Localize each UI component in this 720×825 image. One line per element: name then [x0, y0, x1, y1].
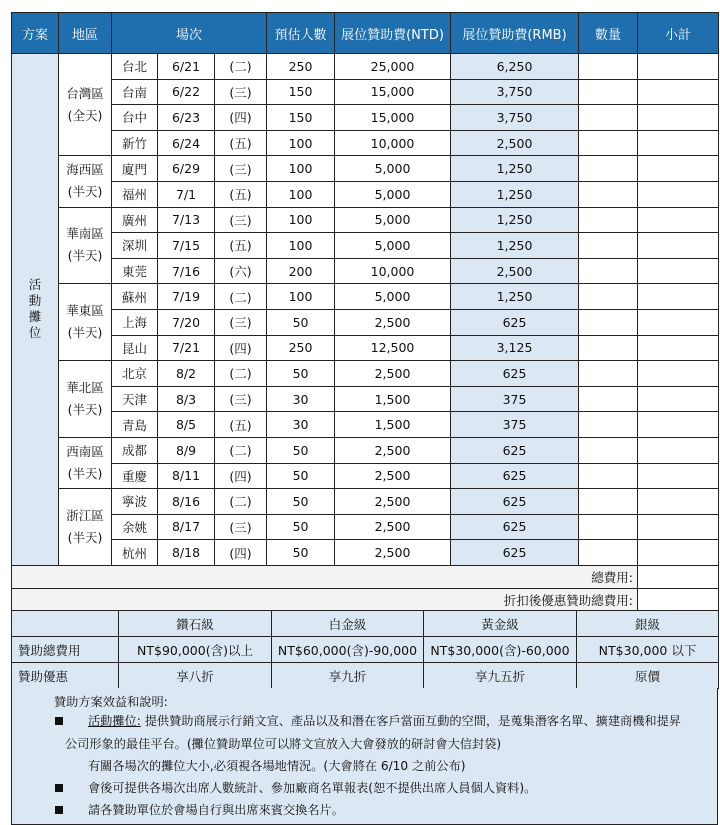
fee-ntd-cell: 12,500: [335, 335, 451, 361]
region-label: 西南區: [66, 444, 104, 459]
attendees-cell: 50: [267, 437, 335, 463]
tier-blank-cell: [12, 611, 119, 637]
fee-ntd-cell: 2,500: [335, 489, 451, 515]
region-label: 台灣區: [66, 85, 104, 101]
note-item-report: 會後可提供各場次出席人數統計、參加廠商名單報表(恕不提供出席人員個人資料)。: [88, 781, 537, 795]
region-cell: [59, 156, 112, 207]
quantity-cell[interactable]: [579, 79, 638, 105]
fee-ntd-cell: 15,000: [335, 79, 451, 105]
city-cell: 福州: [112, 181, 158, 207]
session-row: [12, 361, 719, 387]
header-plan: 方案: [12, 13, 59, 54]
weekday-cell: (五): [215, 181, 267, 207]
note-item-cards: 請各贊助單位於會場自行與出席來賓交換名片。: [88, 803, 344, 817]
session-row: [12, 463, 719, 489]
city-cell: 杭州: [112, 540, 158, 566]
city-cell: 台南: [112, 79, 158, 105]
region-label: (半天): [67, 325, 103, 341]
attendees-cell: 200: [267, 258, 335, 284]
fee-ntd-cell: 25,000: [335, 54, 451, 80]
session-row: [12, 437, 719, 463]
fee-rmb-cell: 1,250: [451, 181, 579, 207]
attendees-cell: 250: [267, 335, 335, 361]
attendees-cell: 30: [267, 386, 335, 412]
bullet-icon: [55, 806, 63, 814]
fee-ntd-cell: 2,500: [335, 361, 451, 387]
date-cell: 6/24: [158, 130, 215, 156]
session-rows: [12, 54, 719, 612]
fee-rmb-cell: 375: [451, 386, 579, 412]
fee-rmb-cell: 625: [451, 309, 579, 335]
date-cell: 8/3: [158, 386, 215, 412]
session-row: [12, 489, 719, 515]
region-label: (半天): [67, 529, 103, 545]
header-fee-ntd: 展位贊助費(NTD): [335, 13, 451, 54]
city-cell: 青島: [112, 412, 158, 438]
subtotal-cell[interactable]: [638, 207, 719, 233]
fee-ntd-cell: 1,500: [335, 386, 451, 412]
attendees-cell: 100: [267, 130, 335, 156]
subtotal-cell[interactable]: [638, 489, 719, 515]
subtotal-cell[interactable]: [638, 463, 719, 489]
session-row: [12, 207, 719, 233]
region-cell: [59, 284, 112, 361]
note-item-booth-line2: 公司形象的最佳平台。(攤位贊助單位可以將文宣放入大會發放的研討會大信封袋): [65, 737, 502, 751]
subtotal-cell[interactable]: [638, 361, 719, 387]
attendees-cell: 30: [267, 412, 335, 438]
total-fee-row-label: 總費用:: [12, 565, 638, 588]
quantity-cell[interactable]: [579, 412, 638, 438]
subtotal-cell[interactable]: [638, 386, 719, 412]
attendees-cell: 150: [267, 79, 335, 105]
quantity-cell[interactable]: [579, 233, 638, 259]
plan-cell: 活 動 攤 位: [12, 54, 59, 566]
tier-amount-row: [12, 637, 719, 663]
attendees-cell: 50: [267, 489, 335, 515]
bullet-icon: [55, 784, 63, 792]
quantity-cell[interactable]: [579, 284, 638, 310]
session-row: [12, 335, 719, 361]
fee-rmb-cell: 6,250: [451, 54, 579, 80]
fee-ntd-cell: 2,500: [335, 514, 451, 540]
date-cell: 6/23: [158, 105, 215, 131]
session-row: [12, 284, 719, 310]
region-label: (半天): [67, 466, 103, 481]
date-cell: 7/16: [158, 258, 215, 284]
booth-fee-table: [11, 12, 719, 612]
fee-ntd-cell: 5,000: [335, 233, 451, 259]
tier-level: 黃金級: [424, 611, 577, 637]
city-cell: 深圳: [112, 233, 158, 259]
attendees-cell: 50: [267, 361, 335, 387]
header-session: 場次: [112, 13, 267, 54]
tier-level: 白金級: [272, 611, 424, 637]
attendees-cell: 100: [267, 207, 335, 233]
session-row: [12, 105, 719, 131]
region-label: (半天): [67, 248, 103, 264]
region-label: 華南區: [66, 226, 104, 242]
date-cell: 8/18: [158, 540, 215, 566]
notes-title: 贊助方案效益和說明:: [54, 695, 168, 709]
fee-rmb-cell: 2,500: [451, 258, 579, 284]
weekday-cell: (三): [215, 386, 267, 412]
session-row: [12, 233, 719, 259]
region-label: (全天): [67, 107, 103, 123]
quantity-cell[interactable]: [579, 207, 638, 233]
tier-discount: 享九折: [272, 663, 424, 689]
attendees-cell: 50: [267, 540, 335, 566]
fee-ntd-cell: 2,500: [335, 540, 451, 566]
city-cell: 上海: [112, 309, 158, 335]
region-label: 華北區: [66, 380, 104, 396]
fee-ntd-cell: 1,500: [335, 412, 451, 438]
weekday-cell: (三): [215, 207, 267, 233]
session-row: [12, 514, 719, 540]
city-cell: 台北: [112, 54, 158, 80]
session-row: [12, 309, 719, 335]
total-fee-row-value[interactable]: [638, 565, 719, 588]
date-cell: 8/5: [158, 412, 215, 438]
weekday-cell: (五): [215, 412, 267, 438]
fee-rmb-cell: 625: [451, 514, 579, 540]
note-item-booth-label: 活動攤位:: [88, 714, 141, 728]
tier-amount: NT$30,000 以下: [577, 637, 719, 663]
subtotal-cell[interactable]: [638, 79, 719, 105]
attendees-cell: 100: [267, 284, 335, 310]
tier-discount: 享八折: [119, 663, 272, 689]
tier-amount: NT$90,000(含)以上: [119, 637, 272, 663]
weekday-cell: (二): [215, 489, 267, 515]
attendees-cell: 100: [267, 181, 335, 207]
fee-rmb-cell: 625: [451, 540, 579, 566]
region-cell: [59, 207, 112, 284]
subtotal-cell[interactable]: [638, 156, 719, 182]
date-cell: 8/9: [158, 437, 215, 463]
city-cell: 北京: [112, 361, 158, 387]
date-cell: 8/16: [158, 489, 215, 515]
region-label: 華東區: [66, 303, 104, 319]
subtotal-cell[interactable]: [638, 258, 719, 284]
session-row: [12, 54, 719, 80]
weekday-cell: (四): [215, 105, 267, 131]
discount-total-row: [12, 588, 719, 611]
fee-rmb-cell: 625: [451, 489, 579, 515]
fee-rmb-cell: 375: [451, 412, 579, 438]
session-row: [12, 156, 719, 182]
subtotal-cell[interactable]: [638, 412, 719, 438]
city-cell: 天津: [112, 386, 158, 412]
quantity-cell[interactable]: [579, 181, 638, 207]
weekday-cell: (三): [215, 309, 267, 335]
date-cell: 8/11: [158, 463, 215, 489]
weekday-cell: (五): [215, 130, 267, 156]
weekday-cell: (二): [215, 437, 267, 463]
fee-rmb-cell: 1,250: [451, 284, 579, 310]
city-cell: 台中: [112, 105, 158, 131]
weekday-cell: (二): [215, 284, 267, 310]
tier-amount-label: 贊助總費用: [12, 637, 119, 663]
discount-total-row-value[interactable]: [638, 588, 719, 611]
region-cell: [59, 361, 112, 438]
sponsor-tier-table: [11, 610, 719, 689]
weekday-cell: (二): [215, 54, 267, 80]
city-cell: 廣州: [112, 207, 158, 233]
subtotal-cell[interactable]: [638, 437, 719, 463]
subtotal-cell[interactable]: [638, 540, 719, 566]
fee-rmb-cell: 1,250: [451, 156, 579, 182]
date-cell: 7/19: [158, 284, 215, 310]
subtotal-cell[interactable]: [638, 105, 719, 131]
date-cell: 7/20: [158, 309, 215, 335]
weekday-cell: (四): [215, 335, 267, 361]
header-subtotal: 小計: [638, 13, 719, 54]
subtotal-cell[interactable]: [638, 284, 719, 310]
quantity-cell[interactable]: [579, 437, 638, 463]
fee-ntd-cell: 10,000: [335, 258, 451, 284]
fee-rmb-cell: 2,500: [451, 130, 579, 156]
weekday-cell: (三): [215, 156, 267, 182]
region-label: 海西區: [66, 162, 104, 178]
notes-section: [11, 688, 718, 825]
attendees-cell: 50: [267, 309, 335, 335]
quantity-cell[interactable]: [579, 463, 638, 489]
attendees-cell: 50: [267, 514, 335, 540]
quantity-cell[interactable]: [579, 54, 638, 80]
fee-rmb-cell: 625: [451, 437, 579, 463]
bullet-icon: [55, 717, 63, 725]
quantity-cell[interactable]: [579, 540, 638, 566]
subtotal-cell[interactable]: [638, 130, 719, 156]
region-label: (半天): [67, 402, 103, 418]
total-fee-row: [12, 565, 719, 588]
session-row: [12, 130, 719, 156]
weekday-cell: (二): [215, 361, 267, 387]
weekday-cell: (四): [215, 463, 267, 489]
date-cell: 7/15: [158, 233, 215, 259]
header-region: 地區: [59, 13, 112, 54]
city-cell: 寧波: [112, 489, 158, 515]
fee-ntd-cell: 2,500: [335, 437, 451, 463]
region-cell: [59, 54, 112, 156]
quantity-cell[interactable]: [579, 156, 638, 182]
session-row: [12, 412, 719, 438]
fee-rmb-cell: 3,750: [451, 105, 579, 131]
session-row: [12, 181, 719, 207]
tier-amount: NT$30,000(含)-60,000: [424, 637, 577, 663]
region-cell: [59, 489, 112, 566]
city-cell: 昆山: [112, 335, 158, 361]
date-cell: 6/29: [158, 156, 215, 182]
header-row: [12, 13, 719, 54]
weekday-cell: (三): [215, 514, 267, 540]
region-label: 浙江區: [66, 507, 104, 523]
quantity-cell[interactable]: [579, 335, 638, 361]
city-cell: 廈門: [112, 156, 158, 182]
note-item-booth-line3: 有關各場次的攤位大小,必須視各場地情況。(大會將在 6/10 之前公布): [88, 759, 466, 773]
fee-ntd-cell: 10,000: [335, 130, 451, 156]
tier-discount: 享九五折: [424, 663, 577, 689]
fee-ntd-cell: 5,000: [335, 207, 451, 233]
quantity-cell[interactable]: [579, 386, 638, 412]
header-quantity: 數量: [579, 13, 638, 54]
fee-rmb-cell: 1,250: [451, 233, 579, 259]
weekday-cell: (四): [215, 540, 267, 566]
tier-discount: 原價: [577, 663, 719, 689]
attendees-cell: 100: [267, 233, 335, 259]
quantity-cell[interactable]: [579, 130, 638, 156]
tier-discount-label: 贊助優惠: [12, 663, 119, 689]
note-item-booth-text: 提供贊助商展示行銷文宣、產品以及和潛在客戶當面互動的空間，是蒐集潛客名單、擴建商機和提昇: [140, 714, 681, 728]
tier-level-row: [12, 611, 719, 637]
tier-level: 鑽石級: [119, 611, 272, 637]
weekday-cell: (五): [215, 233, 267, 259]
date-cell: 7/13: [158, 207, 215, 233]
tier-level: 銀級: [577, 611, 719, 637]
date-cell: 8/17: [158, 514, 215, 540]
weekday-cell: (六): [215, 258, 267, 284]
fee-rmb-cell: 3,125: [451, 335, 579, 361]
subtotal-cell[interactable]: [638, 309, 719, 335]
attendees-cell: 150: [267, 105, 335, 131]
fee-ntd-cell: 5,000: [335, 156, 451, 182]
note-item-booth: [88, 710, 681, 733]
quantity-cell[interactable]: [579, 105, 638, 131]
fee-ntd-cell: 2,500: [335, 309, 451, 335]
quantity-cell[interactable]: [579, 309, 638, 335]
subtotal-cell[interactable]: [638, 54, 719, 80]
date-cell: 7/1: [158, 181, 215, 207]
tier-discount-row: [12, 663, 719, 689]
city-cell: 新竹: [112, 130, 158, 156]
weekday-cell: (三): [215, 79, 267, 105]
city-cell: 蘇州: [112, 284, 158, 310]
quantity-cell[interactable]: [579, 489, 638, 515]
subtotal-cell[interactable]: [638, 233, 719, 259]
subtotal-cell[interactable]: [638, 181, 719, 207]
quantity-cell[interactable]: [579, 361, 638, 387]
fee-rmb-cell: 3,750: [451, 79, 579, 105]
session-row: [12, 258, 719, 284]
city-cell: 重慶: [112, 463, 158, 489]
session-row: [12, 79, 719, 105]
fee-rmb-cell: 625: [451, 361, 579, 387]
city-cell: 余姚: [112, 514, 158, 540]
header-fee-rmb: 展位贊助費(RMB): [451, 13, 579, 54]
tier-amount: NT$60,000(含)-90,000: [272, 637, 424, 663]
session-row: [12, 540, 719, 566]
quantity-cell[interactable]: [579, 514, 638, 540]
city-cell: 成都: [112, 437, 158, 463]
date-cell: 8/2: [158, 361, 215, 387]
session-row: [12, 386, 719, 412]
attendees-cell: 100: [267, 156, 335, 182]
attendees-cell: 250: [267, 54, 335, 80]
date-cell: 6/22: [158, 79, 215, 105]
subtotal-cell[interactable]: [638, 335, 719, 361]
fee-ntd-cell: 15,000: [335, 105, 451, 131]
attendees-cell: 50: [267, 463, 335, 489]
region-cell: [59, 437, 112, 488]
header-attendees: 預估人數: [267, 13, 335, 54]
fee-rmb-cell: 1,250: [451, 207, 579, 233]
fee-ntd-cell: 2,500: [335, 463, 451, 489]
city-cell: 東莞: [112, 258, 158, 284]
discount-total-row-label: 折扣後優惠贊助總費用:: [12, 588, 638, 611]
fee-rmb-cell: 625: [451, 463, 579, 489]
fee-ntd-cell: 5,000: [335, 284, 451, 310]
fee-ntd-cell: 5,000: [335, 181, 451, 207]
region-label: (半天): [67, 184, 103, 200]
quantity-cell[interactable]: [579, 258, 638, 284]
date-cell: 7/21: [158, 335, 215, 361]
subtotal-cell[interactable]: [638, 514, 719, 540]
date-cell: 6/21: [158, 54, 215, 80]
